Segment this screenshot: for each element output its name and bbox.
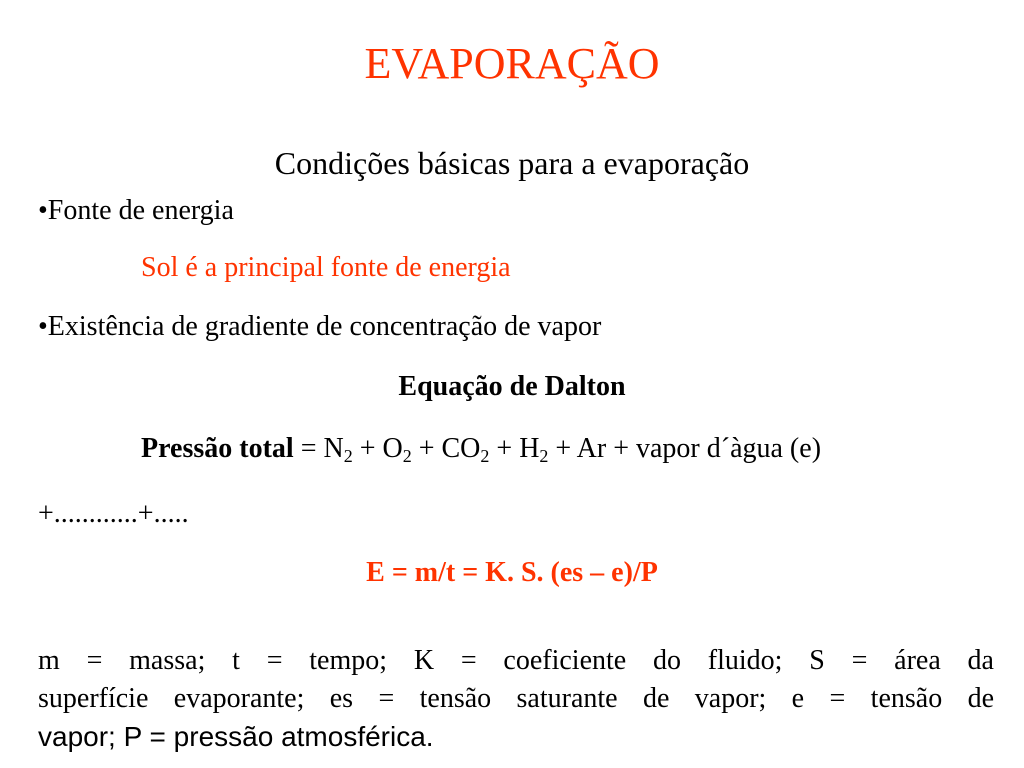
legend-line-3: vapor; P = pressão atmosférica. bbox=[38, 721, 434, 752]
equation-continuation: +............+..... bbox=[38, 498, 189, 529]
bullet-energy-source: •Fonte de energia bbox=[38, 195, 234, 226]
slide-subtitle: Condições básicas para a evaporação bbox=[274, 145, 750, 181]
equation-heading: Equação de Dalton bbox=[398, 371, 626, 402]
pressure-equation bbox=[141, 432, 821, 466]
legend-line-2: superfície evaporante; es = tensão saturante de vapor; e = tensão de bbox=[38, 683, 994, 714]
variable-legend bbox=[38, 642, 994, 756]
pressure-label: Pressão total bbox=[141, 433, 294, 464]
pressure-co: + CO bbox=[411, 433, 481, 464]
subscript-h2: 2 bbox=[539, 446, 549, 466]
subscript-co2: 2 bbox=[480, 446, 490, 466]
pressure-o: + O bbox=[352, 433, 403, 464]
legend-line-1: m = massa; t = tempo; K = coeficiente do fluido; S = área da bbox=[38, 645, 994, 676]
subscript-n2: 2 bbox=[343, 446, 353, 466]
pressure-rest: + Ar + vapor d´àgua (e) bbox=[548, 433, 822, 464]
slide-title: EVAPORAÇÃO bbox=[364, 39, 660, 88]
bullet-energy-detail: Sol é a principal fonte de energia bbox=[141, 252, 511, 283]
evaporation-formula: E = m/t = K. S. (es – e)/P bbox=[366, 557, 658, 588]
pressure-n: = N bbox=[293, 433, 344, 464]
bullet-vapor-gradient: •Existência de gradiente de concentração de vapor bbox=[38, 311, 602, 342]
pressure-h: + H bbox=[489, 433, 540, 464]
subscript-o2: 2 bbox=[402, 446, 412, 466]
